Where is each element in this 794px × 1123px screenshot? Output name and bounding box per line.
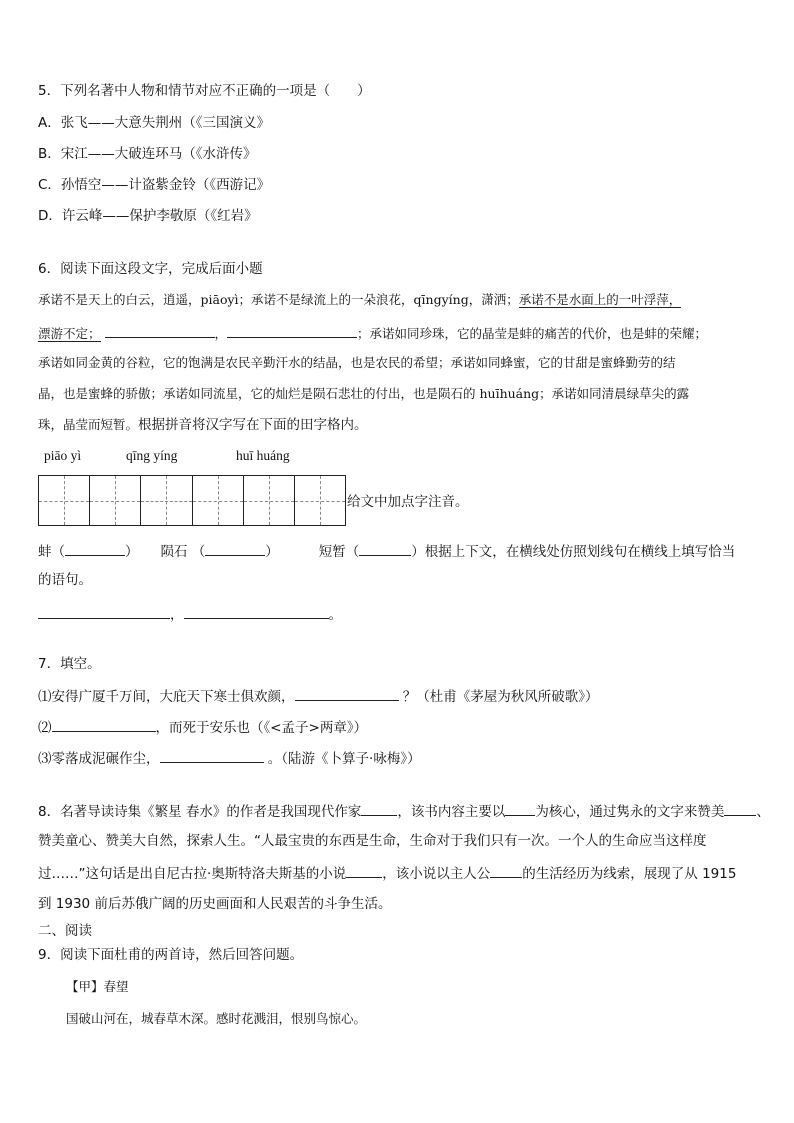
q6-subquestion-3: 根据上下文，在横线处仿照划线句在横线上填写恰当	[424, 544, 736, 560]
q8-line-3: 过……”这句话是出自尼古拉·奥斯特洛夫斯基的小说 ，该小说以主人公 的生活经历为线索，展现了从 1915	[38, 863, 736, 883]
pinyin-label: qīng yíng	[126, 448, 178, 463]
q6-passage-line-3: 承诺如同金黄的谷粒，它的饱满是农民辛勤汗水的结晶，也是农民的希望；承诺如同蜂蜜，它的甘甜是蜜蜂勤劳的结	[38, 355, 676, 370]
note-word: 短暂（	[318, 544, 360, 560]
q6-fill-row: ， 。	[38, 604, 342, 624]
q6-passage-line-4: 晶，也是蜜蜂的骄傲；承诺如同流星，它的灿烂是陨石悲壮的付出，也是陨石的 huīhuáng；承诺如同清晨绿草尖的露	[38, 386, 690, 401]
q8-answer-blank[interactable]	[361, 801, 397, 816]
q9-stem: 9．阅读下面杜甫的两首诗，然后回答问题。	[38, 947, 304, 963]
pronunciation-blank[interactable]	[205, 541, 265, 556]
tianzige-grid	[38, 475, 346, 526]
tianzige-cell[interactable]	[39, 476, 90, 525]
q5-option-a: A．张飞——大意失荆州（《三国演义》	[38, 115, 270, 131]
q6-underlined-sentence-end: 漂游不定；	[38, 326, 101, 341]
q7-item-3: ⑶零落成泥碾作尘， 。（陆游《卜算子·咏梅》）	[38, 748, 421, 768]
note-word: 蚌（	[38, 544, 65, 560]
pinyin-label: piāo yì	[44, 448, 82, 463]
q6-answer-blank[interactable]	[184, 604, 329, 619]
pronunciation-blank[interactable]	[359, 541, 411, 556]
q5-stem: 5．下列名著中人物和情节对应不正确的一项是（ ）	[38, 83, 371, 99]
q6-underlined-sentence: 承诺不是水面上的一叶浮萍，	[518, 292, 682, 307]
q6-pronunciation-row: 蚌（ ） 陨石 （ ） 短暂（ ）根据上下文，在横线处仿照划线句在横线上填写恰当	[38, 541, 735, 561]
poem-line: 国破山河在，城春草木深。感时花溅泪，恨别鸟惊心。	[66, 1011, 367, 1026]
q6-subquestion-2: 给文中加点字注音。	[347, 494, 469, 510]
tianzige-cell[interactable]	[141, 476, 192, 525]
poem-title: 【甲】春望	[66, 979, 129, 994]
q7-answer-blank[interactable]	[295, 686, 399, 701]
pronunciation-blank[interactable]	[65, 541, 125, 556]
q7-item-1: ⑴安得广厦千万间，大庇天下寒士俱欢颜， ？（杜甫《茅屋为秋风所破歌》）	[38, 686, 599, 706]
q6-passage-text: ；承诺如同珍珠，它的晶莹是蚌的痛苦的代价，也是蚌的荣耀；	[357, 326, 708, 341]
q6-fill-blank[interactable]	[227, 323, 357, 338]
q6-passage-line-2: 漂游不定； ， ；承诺如同珍珠，它的晶莹是蚌的痛苦的代价，也是蚌的荣耀；	[38, 323, 707, 343]
q6-passage-line-1	[38, 291, 681, 309]
tianzige-cell[interactable]	[244, 476, 295, 525]
q6-fill-blank[interactable]	[105, 323, 215, 338]
q6-stem: 6．阅读下面这段文字，完成后面小题	[38, 261, 263, 277]
q8-answer-blank[interactable]	[724, 801, 756, 816]
q7-stem: 7．填空。	[38, 656, 101, 672]
q7-answer-blank[interactable]	[160, 748, 264, 763]
q6-passage-line-5	[38, 416, 368, 434]
q8-answer-blank[interactable]	[346, 863, 382, 878]
q6-passage-text: 珠，晶莹而短暂。	[38, 417, 139, 432]
q6-passage-text: 承诺不是天上的白云，逍遥，piāoyì；承诺不是绿流上的一朵浪花，qīngyíng，潇洒；	[38, 292, 519, 307]
q6-answer-blank[interactable]	[38, 604, 170, 619]
q8-line-1: 8．名著导读诗集《繁星 春水》的作者是我国现代作家 ，该书内容主要以 为核心，通过隽永的文字来赞美 、	[38, 801, 770, 821]
pinyin-label: huī huáng	[236, 448, 290, 463]
section-heading: 二、阅读	[38, 923, 92, 939]
tianzige-cell[interactable]	[90, 476, 141, 525]
q8-answer-blank[interactable]	[505, 801, 535, 816]
q6-subquestion-1: 根据拼音将汉字写在下面的田字格内。	[138, 417, 368, 433]
tianzige-cell[interactable]	[295, 476, 345, 525]
tianzige-cell[interactable]	[193, 476, 244, 525]
q5-option-d: D．许云峰——保护李敬原（《红岩》	[38, 208, 258, 224]
q7-item-2: ⑵ ，而死于安乐也（《<孟子>两章》）	[38, 717, 367, 737]
q8-line-4: 到 1930 前后苏俄广阔的历史画面和人民艰苦的斗争生活。	[38, 896, 392, 912]
q6-subquestion-3-cont: 的语句。	[38, 572, 92, 588]
q7-answer-blank[interactable]	[52, 717, 156, 732]
q8-answer-blank[interactable]	[490, 863, 522, 878]
note-word: 陨石 （	[160, 544, 206, 560]
q5-option-c: C．孙悟空——计盗紫金铃（《西游记》	[38, 177, 271, 193]
q8-line-2: 赞美童心、赞美大自然，探索人生。“人最宝贵的东西是生命，生命对于我们只有一次。一个人的生命应当这样度	[38, 833, 707, 849]
q5-option-b: B．宋江——大破连环马（《水浒传》	[38, 146, 257, 162]
